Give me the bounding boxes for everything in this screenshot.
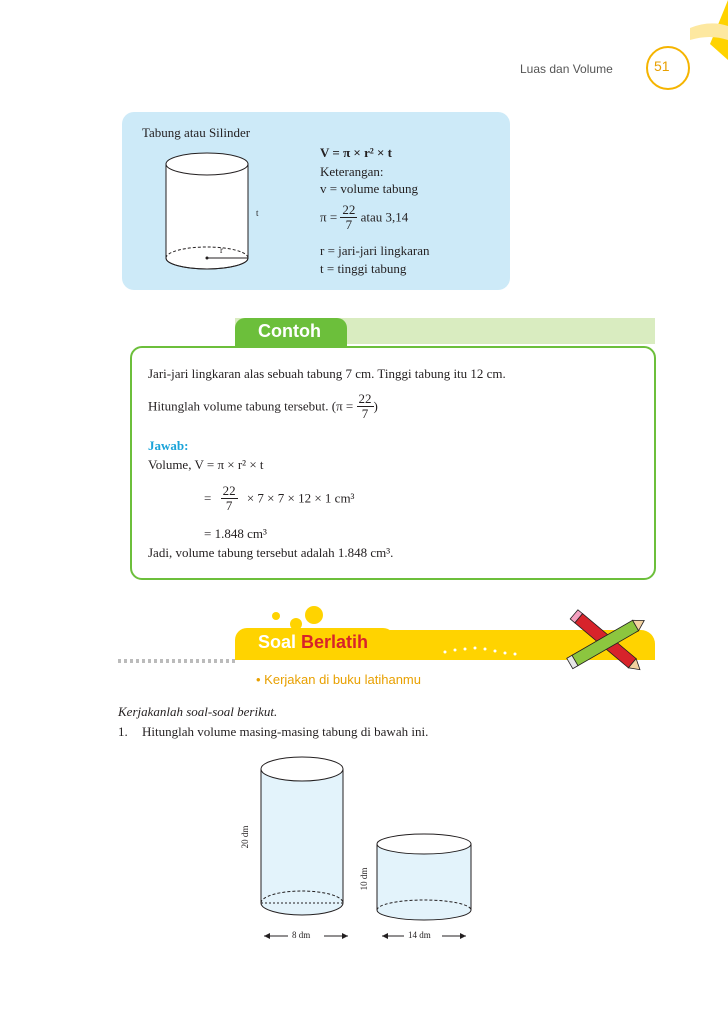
- step-2-equals: =: [204, 490, 212, 506]
- step-2: [204, 484, 354, 513]
- dotted-divider: [118, 659, 238, 663]
- cylinder-diagram: [160, 150, 270, 270]
- cylinder-1-diagram: [255, 755, 355, 930]
- contoh-line2-a: Hitunglah volume tabung tersebut. (π =: [148, 398, 354, 414]
- pi-numerator: 22: [342, 202, 356, 217]
- v-definition: v = volume tabung: [320, 181, 418, 196]
- cylinder-2-diagram: [372, 830, 482, 930]
- pi-symbol: π =: [320, 209, 338, 225]
- step-2-denominator: 7: [225, 498, 233, 513]
- label-r: r: [220, 245, 223, 255]
- soal-title-a: Soal: [258, 632, 302, 652]
- step-2-numerator: 22: [222, 483, 236, 498]
- contoh-pi-numerator: 22: [358, 391, 372, 406]
- cylinder-1-height-label: 20 dm: [240, 825, 250, 849]
- keterangan: Keterangan:: [320, 164, 384, 179]
- pi-alternative: atau 3,14: [360, 209, 409, 225]
- chapter-title: Luas dan Volume: [520, 62, 613, 76]
- pi-denominator: 7: [345, 217, 353, 232]
- contoh-pi-denominator: 7: [361, 406, 369, 421]
- formula: [320, 145, 392, 161]
- contoh-line2: [148, 392, 378, 421]
- soal-subtitle: • Kerjakan di buku latihanmu: [256, 672, 421, 687]
- step-3: = 1.848 cm³: [204, 526, 267, 541]
- page-number: 51: [654, 58, 670, 74]
- soal-title-b: Berlatih: [301, 632, 369, 652]
- formula-rhs: π × r² × t: [343, 145, 392, 160]
- conclusion: Jadi, volume tabung tersebut adalah 1.848 cm³.: [148, 545, 394, 560]
- pi-definition: [320, 203, 408, 232]
- contoh-title: Contoh: [258, 321, 321, 341]
- contoh-line2-b: ): [373, 398, 378, 414]
- pi-fraction: [340, 203, 357, 232]
- formula-lhs: V =: [320, 145, 344, 160]
- label-t: t: [256, 208, 259, 218]
- cylinder-1-width-label: 8 dm: [292, 930, 311, 940]
- r-definition: r = jari-jari lingkaran: [320, 243, 430, 258]
- pencils-icon: [562, 606, 652, 678]
- cylinder-2-width-label: 14 dm: [408, 930, 431, 940]
- q1-number: 1.: [118, 724, 128, 739]
- step-2-fraction: [221, 484, 238, 513]
- cylinder-2-height-label: 10 dm: [359, 867, 369, 891]
- step-1: Volume, V = π × r² × t: [148, 457, 264, 472]
- info-title: Tabung atau Silinder: [142, 125, 251, 140]
- q1-text: Hitunglah volume masing-masing tabung di bawah ini.: [142, 724, 429, 739]
- step-2-rest: × 7 × 7 × 12 × 1 cm³: [246, 490, 355, 506]
- jawab-label: Jawab:: [148, 438, 189, 453]
- soal-title: [258, 632, 368, 653]
- instruction: Kerjakanlah soal-soal berikut.: [118, 704, 278, 719]
- decor-bubble: [305, 606, 323, 624]
- contoh-pi-fraction: [357, 392, 374, 421]
- decor-bubble: [272, 612, 280, 620]
- corner-decoration-icon: [690, 0, 728, 60]
- t-definition: t = tinggi tabung: [320, 261, 407, 276]
- contoh-line1: Jari-jari lingkaran alas sebuah tabung 7 cm. Tinggi tabung itu 12 cm.: [148, 366, 506, 381]
